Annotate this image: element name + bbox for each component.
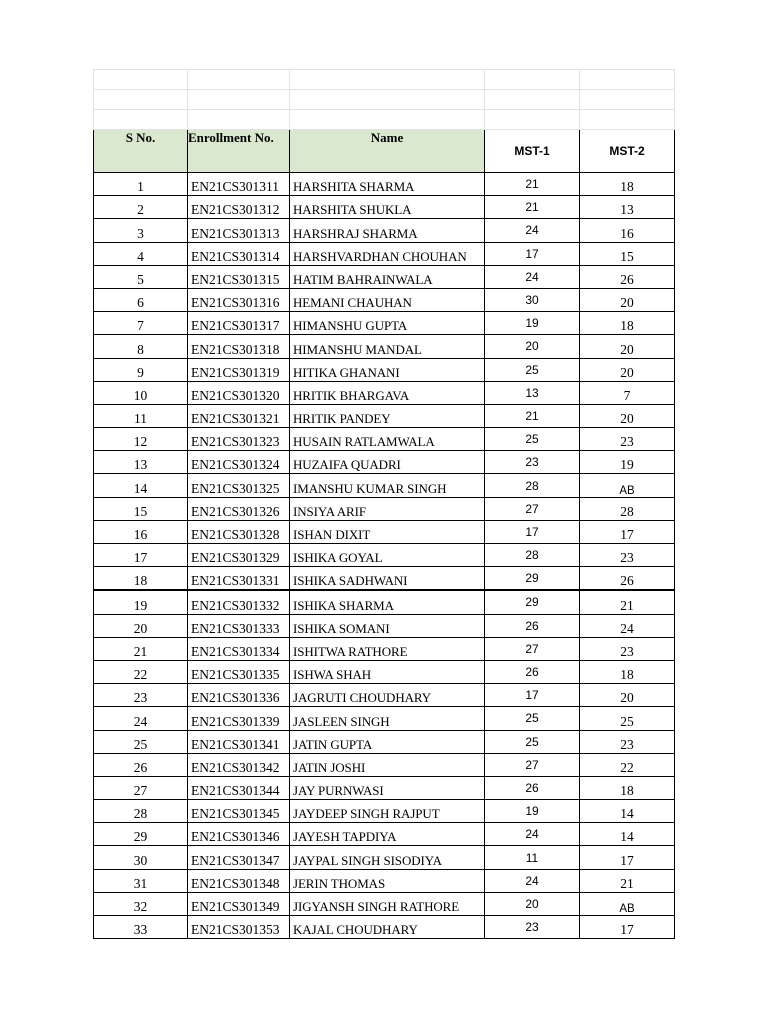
enrollment-cell[interactable]: EN21CS301313 [188, 219, 290, 242]
student-name-cell[interactable]: ISHAN DIXIT [290, 520, 485, 543]
table-row [94, 707, 675, 730]
mst2-score-cell[interactable]: 25 [580, 707, 675, 730]
serial-number-cell[interactable]: 13 [94, 451, 188, 474]
table-row [94, 381, 675, 404]
blank-cell[interactable] [485, 110, 580, 130]
serial-number-cell[interactable]: 4 [94, 242, 188, 265]
mst1-score-cell[interactable]: 19 [485, 800, 580, 823]
enrollment-cell[interactable]: EN21CS301328 [188, 520, 290, 543]
student-rows [94, 173, 675, 939]
student-name-cell[interactable]: HUZAIFA QUADRI [290, 451, 485, 474]
mst1-score-cell[interactable]: 23 [485, 916, 580, 939]
serial-number-cell[interactable]: 18 [94, 567, 188, 591]
blank-row [94, 110, 675, 130]
mst1-score-cell[interactable]: 21 [485, 173, 580, 196]
student-name-cell[interactable]: JAYESH TAPDIYA [290, 823, 485, 846]
blank-cell[interactable] [580, 90, 675, 110]
blank-cell[interactable] [94, 70, 188, 90]
mst1-score-cell[interactable]: 11 [485, 846, 580, 869]
enrollment-cell[interactable]: EN21CS301323 [188, 428, 290, 451]
header-mst1[interactable]: MST-1 [485, 130, 580, 173]
mst2-score-cell[interactable]: 26 [580, 567, 675, 591]
mst2-score-cell[interactable]: 20 [580, 335, 675, 358]
enrollment-cell[interactable]: EN21CS301339 [188, 707, 290, 730]
enrollment-cell[interactable]: EN21CS301333 [188, 614, 290, 637]
mst2-score-cell[interactable]: 18 [580, 173, 675, 196]
serial-number-cell[interactable]: 10 [94, 381, 188, 404]
table-row [94, 637, 675, 660]
header-enrollment[interactable]: Enrollment No. [188, 130, 290, 173]
mst2-score-cell[interactable]: 17 [580, 916, 675, 939]
enrollment-cell[interactable]: EN21CS301318 [188, 335, 290, 358]
mst1-score-cell[interactable]: 17 [485, 242, 580, 265]
enrollment-cell[interactable]: EN21CS301314 [188, 242, 290, 265]
mst1-score-cell[interactable]: 23 [485, 451, 580, 474]
enrollment-cell[interactable]: EN21CS301321 [188, 404, 290, 427]
serial-number-cell[interactable]: 14 [94, 474, 188, 497]
mst2-score-cell[interactable]: 23 [580, 637, 675, 660]
enrollment-cell[interactable]: EN21CS301320 [188, 381, 290, 404]
mst2-score-cell[interactable]: 20 [580, 288, 675, 311]
serial-number-cell[interactable]: 31 [94, 869, 188, 892]
mst1-score-cell[interactable]: 25 [485, 707, 580, 730]
table-row [94, 520, 675, 543]
student-name-cell[interactable]: ISHITWA RATHORE [290, 637, 485, 660]
mst2-score-cell[interactable]: 17 [580, 846, 675, 869]
mst2-score-cell[interactable]: 13 [580, 196, 675, 219]
student-name-cell[interactable]: HARSHITA SHUKLA [290, 196, 485, 219]
student-name-cell[interactable]: HEMANI CHAUHAN [290, 288, 485, 311]
enrollment-cell[interactable]: EN21CS301335 [188, 660, 290, 683]
mst2-score-cell[interactable]: 21 [580, 590, 675, 614]
mst1-score-cell[interactable]: 25 [485, 428, 580, 451]
student-name-cell[interactable]: HIMANSHU MANDAL [290, 335, 485, 358]
student-name-cell[interactable]: JAYDEEP SINGH RAJPUT [290, 800, 485, 823]
mst1-score-cell[interactable]: 29 [485, 590, 580, 614]
blank-cell[interactable] [188, 70, 290, 90]
student-name-cell[interactable]: KAJAL CHOUDHARY [290, 916, 485, 939]
student-name-cell[interactable]: JATIN JOSHI [290, 753, 485, 776]
enrollment-cell[interactable]: EN21CS301342 [188, 753, 290, 776]
mst2-score-cell[interactable]: 15 [580, 242, 675, 265]
enrollment-cell[interactable]: EN21CS301325 [188, 474, 290, 497]
mst2-score-cell[interactable]: 26 [580, 265, 675, 288]
serial-number-cell[interactable]: 2 [94, 196, 188, 219]
table-row [94, 404, 675, 427]
mst2-score-cell[interactable]: 7 [580, 381, 675, 404]
table-row [94, 567, 675, 591]
mst1-score-cell[interactable]: 25 [485, 358, 580, 381]
table-row [94, 823, 675, 846]
blank-cell[interactable] [290, 90, 485, 110]
table-row [94, 219, 675, 242]
mst2-score-cell[interactable]: 20 [580, 358, 675, 381]
enrollment-cell[interactable]: EN21CS301334 [188, 637, 290, 660]
mst2-score-cell[interactable]: AB [580, 892, 675, 915]
table-row [94, 776, 675, 799]
enrollment-cell[interactable]: EN21CS301315 [188, 265, 290, 288]
student-name-cell[interactable]: JATIN GUPTA [290, 730, 485, 753]
table-row [94, 335, 675, 358]
mst1-score-cell[interactable]: 20 [485, 892, 580, 915]
table-row [94, 173, 675, 196]
serial-number-cell[interactable]: 32 [94, 892, 188, 915]
table-row [94, 869, 675, 892]
student-name-cell[interactable]: ISHIKA SADHWANI [290, 567, 485, 591]
serial-number-cell[interactable]: 6 [94, 288, 188, 311]
blank-cell[interactable] [94, 110, 188, 130]
serial-number-cell[interactable]: 17 [94, 544, 188, 567]
enrollment-cell[interactable]: EN21CS301319 [188, 358, 290, 381]
blank-cell[interactable] [485, 90, 580, 110]
header-mst2[interactable]: MST-2 [580, 130, 675, 173]
student-name-cell[interactable]: HARSHITA SHARMA [290, 173, 485, 196]
blank-row [94, 70, 675, 90]
blank-cell[interactable] [580, 110, 675, 130]
enrollment-cell[interactable]: EN21CS301349 [188, 892, 290, 915]
enrollment-cell[interactable]: EN21CS301346 [188, 823, 290, 846]
mst2-score-cell[interactable]: 19 [580, 451, 675, 474]
student-name-cell[interactable]: HIMANSHU GUPTA [290, 312, 485, 335]
serial-number-cell[interactable]: 7 [94, 312, 188, 335]
serial-number-cell[interactable]: 5 [94, 265, 188, 288]
mst1-score-cell[interactable]: 19 [485, 312, 580, 335]
mst2-score-cell[interactable]: 28 [580, 497, 675, 520]
table-row [94, 474, 675, 497]
serial-number-cell[interactable]: 23 [94, 684, 188, 707]
table-row [94, 660, 675, 683]
table-row [94, 892, 675, 915]
serial-number-cell[interactable]: 33 [94, 916, 188, 939]
serial-number-cell[interactable]: 19 [94, 590, 188, 614]
mst1-score-cell[interactable]: 29 [485, 567, 580, 591]
mst1-score-cell[interactable]: 28 [485, 544, 580, 567]
enrollment-cell[interactable]: EN21CS301324 [188, 451, 290, 474]
serial-number-cell[interactable]: 25 [94, 730, 188, 753]
serial-number-cell[interactable]: 9 [94, 358, 188, 381]
serial-number-cell[interactable]: 1 [94, 173, 188, 196]
serial-number-cell[interactable]: 27 [94, 776, 188, 799]
serial-number-cell[interactable]: 22 [94, 660, 188, 683]
table-row [94, 684, 675, 707]
blank-cell[interactable] [188, 110, 290, 130]
table-row [94, 916, 675, 939]
student-name-cell[interactable]: JAGRUTI CHOUDHARY [290, 684, 485, 707]
serial-number-cell[interactable]: 8 [94, 335, 188, 358]
student-name-cell[interactable]: IMANSHU KUMAR SINGH [290, 474, 485, 497]
enrollment-cell[interactable]: EN21CS301347 [188, 846, 290, 869]
table-row [94, 196, 675, 219]
mst2-score-cell[interactable]: 23 [580, 428, 675, 451]
enrollment-cell[interactable]: EN21CS301317 [188, 312, 290, 335]
mst2-score-cell[interactable]: AB [580, 474, 675, 497]
blank-cell[interactable] [580, 70, 675, 90]
mst1-score-cell[interactable]: 21 [485, 196, 580, 219]
table-row [94, 358, 675, 381]
mst1-score-cell[interactable]: 30 [485, 288, 580, 311]
enrollment-cell[interactable]: EN21CS301353 [188, 916, 290, 939]
table-row [94, 544, 675, 567]
enrollment-cell[interactable]: EN21CS301326 [188, 497, 290, 520]
serial-number-cell[interactable]: 24 [94, 707, 188, 730]
blank-cell[interactable] [188, 90, 290, 110]
student-name-cell[interactable]: HARSHRAJ SHARMA [290, 219, 485, 242]
student-name-cell[interactable]: HATIM BAHRAINWALA [290, 265, 485, 288]
header-sno[interactable]: S No. [94, 130, 188, 173]
header-row [94, 130, 675, 173]
student-name-cell[interactable]: JIGYANSH SINGH RATHORE [290, 892, 485, 915]
table-row [94, 730, 675, 753]
table-row [94, 312, 675, 335]
header-name[interactable]: Name [290, 130, 485, 173]
mst1-score-cell[interactable]: 27 [485, 753, 580, 776]
serial-number-cell[interactable]: 11 [94, 404, 188, 427]
enrollment-cell[interactable]: EN21CS301336 [188, 684, 290, 707]
mst1-score-cell[interactable]: 28 [485, 474, 580, 497]
mst2-score-cell[interactable]: 23 [580, 730, 675, 753]
blank-cell[interactable] [290, 70, 485, 90]
mst1-score-cell[interactable]: 26 [485, 614, 580, 637]
student-name-cell[interactable]: ISHIKA GOYAL [290, 544, 485, 567]
student-name-cell[interactable]: JERIN THOMAS [290, 869, 485, 892]
table-row [94, 497, 675, 520]
serial-number-cell[interactable]: 30 [94, 846, 188, 869]
mst2-score-cell[interactable]: 17 [580, 520, 675, 543]
serial-number-cell[interactable]: 12 [94, 428, 188, 451]
table-row [94, 590, 675, 614]
mst2-score-cell[interactable]: 22 [580, 753, 675, 776]
mst1-score-cell[interactable]: 24 [485, 869, 580, 892]
table-row [94, 242, 675, 265]
enrollment-cell[interactable]: EN21CS301348 [188, 869, 290, 892]
serial-number-cell[interactable]: 28 [94, 800, 188, 823]
table-row [94, 265, 675, 288]
mst1-score-cell[interactable]: 26 [485, 660, 580, 683]
student-name-cell[interactable]: HUSAIN RATLAMWALA [290, 428, 485, 451]
blank-row [94, 90, 675, 110]
table-row [94, 753, 675, 776]
table-row [94, 451, 675, 474]
mst1-score-cell[interactable]: 21 [485, 404, 580, 427]
mst1-score-cell[interactable]: 17 [485, 684, 580, 707]
student-name-cell[interactable]: HRITIK PANDEY [290, 404, 485, 427]
mst1-score-cell[interactable]: 27 [485, 637, 580, 660]
mst1-score-cell[interactable]: 26 [485, 776, 580, 799]
enrollment-cell[interactable]: EN21CS301312 [188, 196, 290, 219]
mst1-score-cell[interactable]: 27 [485, 497, 580, 520]
mst1-score-cell[interactable]: 17 [485, 520, 580, 543]
serial-number-cell[interactable]: 16 [94, 520, 188, 543]
student-name-cell[interactable]: HITIKA GHANANI [290, 358, 485, 381]
mst1-score-cell[interactable]: 25 [485, 730, 580, 753]
table-row [94, 800, 675, 823]
enrollment-cell[interactable]: EN21CS301331 [188, 567, 290, 591]
serial-number-cell[interactable]: 26 [94, 753, 188, 776]
mst2-score-cell[interactable]: 18 [580, 776, 675, 799]
blank-cell[interactable] [94, 90, 188, 110]
mst2-score-cell[interactable]: 18 [580, 660, 675, 683]
mst2-score-cell[interactable]: 14 [580, 800, 675, 823]
serial-number-cell[interactable]: 21 [94, 637, 188, 660]
mst1-score-cell[interactable]: 24 [485, 265, 580, 288]
serial-number-cell[interactable]: 15 [94, 497, 188, 520]
serial-number-cell[interactable]: 29 [94, 823, 188, 846]
student-name-cell[interactable]: ISHWA SHAH [290, 660, 485, 683]
enrollment-cell[interactable]: EN21CS301344 [188, 776, 290, 799]
table-row [94, 614, 675, 637]
mst2-score-cell[interactable]: 14 [580, 823, 675, 846]
marks-table [93, 69, 675, 939]
enrollment-cell[interactable]: EN21CS301332 [188, 590, 290, 614]
student-name-cell[interactable]: HARSHVARDHAN CHOUHAN [290, 242, 485, 265]
student-name-cell[interactable]: ISHIKA SOMANI [290, 614, 485, 637]
mst2-score-cell[interactable]: 20 [580, 404, 675, 427]
enrollment-cell[interactable]: EN21CS301311 [188, 173, 290, 196]
mst1-score-cell[interactable]: 20 [485, 335, 580, 358]
enrollment-cell[interactable]: EN21CS301329 [188, 544, 290, 567]
mst2-score-cell[interactable]: 18 [580, 312, 675, 335]
blank-cell[interactable] [485, 70, 580, 90]
student-name-cell[interactable]: ISHIKA SHARMA [290, 590, 485, 614]
student-name-cell[interactable]: JASLEEN SINGH [290, 707, 485, 730]
student-name-cell[interactable]: INSIYA ARIF [290, 497, 485, 520]
mst2-score-cell[interactable]: 24 [580, 614, 675, 637]
enrollment-cell[interactable]: EN21CS301341 [188, 730, 290, 753]
mst2-score-cell[interactable]: 23 [580, 544, 675, 567]
mst2-score-cell[interactable]: 20 [580, 684, 675, 707]
mst2-score-cell[interactable]: 16 [580, 219, 675, 242]
table-row [94, 288, 675, 311]
mst1-score-cell[interactable]: 13 [485, 381, 580, 404]
blank-cell[interactable] [290, 110, 485, 130]
student-name-cell[interactable]: JAY PURNWASI [290, 776, 485, 799]
student-name-cell[interactable]: HRITIK BHARGAVA [290, 381, 485, 404]
table-row [94, 428, 675, 451]
mst1-score-cell[interactable]: 24 [485, 823, 580, 846]
mst2-score-cell[interactable]: 21 [580, 869, 675, 892]
enrollment-cell[interactable]: EN21CS301345 [188, 800, 290, 823]
enrollment-cell[interactable]: EN21CS301316 [188, 288, 290, 311]
serial-number-cell[interactable]: 20 [94, 614, 188, 637]
mst1-score-cell[interactable]: 24 [485, 219, 580, 242]
table-row [94, 846, 675, 869]
student-name-cell[interactable]: JAYPAL SINGH SISODIYA [290, 846, 485, 869]
serial-number-cell[interactable]: 3 [94, 219, 188, 242]
